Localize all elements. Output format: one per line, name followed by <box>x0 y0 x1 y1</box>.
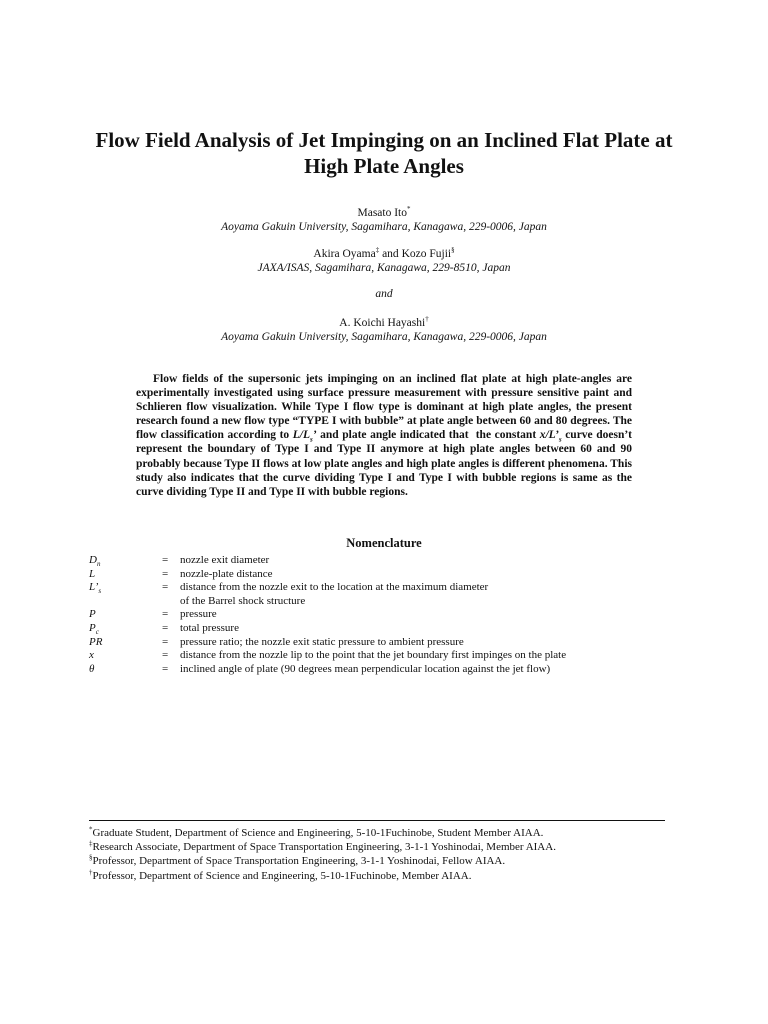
symbol-sub: c <box>95 628 99 637</box>
author-affiliation: Aoyama Gakuin University, Sagamihara, Kanagawa, 229-0006, Japan <box>221 331 547 343</box>
symbol-text: D <box>89 554 97 566</box>
nomenclature-row <box>89 663 649 677</box>
author-block-1 <box>90 206 678 234</box>
nomenclature-symbol <box>89 636 162 650</box>
nomenclature-symbol <box>89 568 162 582</box>
nomenclature-definition <box>180 608 649 622</box>
nomenclature-row <box>89 608 649 622</box>
author-block-2 <box>90 247 678 275</box>
definition-text: distance from the nozzle exit to the location at the maximum diameter <box>180 581 489 594</box>
footnote-mark: * <box>89 825 93 834</box>
definition-text: nozzle exit diameter <box>180 554 270 566</box>
footnote-mark: † <box>89 867 93 876</box>
nomenclature-equals: = <box>162 621 169 634</box>
nomenclature-row <box>89 649 649 663</box>
nomenclature-symbol <box>89 663 162 677</box>
footnote-text: Professor, Department of Space Transportation Engineering, 3-1-1 Yoshinodai, Fellow AIAA. <box>92 855 506 868</box>
author-name-text: A. Koichi Hayashi <box>339 317 426 329</box>
symbol-sub: s <box>98 587 102 596</box>
paper-title: Flow Field Analysis of Jet Impinging on an Inclined Flat Plate at High Plate Angles <box>95 128 673 178</box>
nomenclature-definition <box>180 581 649 608</box>
nomenclature-body <box>89 554 649 676</box>
nomenclature-symbol <box>89 581 162 608</box>
nomenclature-symbol <box>89 554 162 568</box>
nomenclature-symbol <box>89 649 162 663</box>
definition-continuation: of the Barrel shock structure <box>180 594 306 607</box>
definition-text: pressure <box>180 608 217 621</box>
definition-text: pressure ratio; the nozzle exit static pressure to ambient pressure <box>180 635 464 648</box>
author-names <box>90 247 678 261</box>
nomenclature-equals: = <box>162 581 169 594</box>
footnote-mark: § <box>89 853 93 862</box>
author-name-text: Masato Ito <box>357 207 407 219</box>
nomenclature-equals: = <box>162 567 169 580</box>
nomenclature-row <box>89 636 649 650</box>
symbol-sub: n <box>96 560 101 569</box>
nomenclature-definition <box>180 568 649 582</box>
author-name-text: Kozo Fujii <box>401 248 452 260</box>
symbol-text: L’ <box>89 581 99 594</box>
definition-text: distance from the nozzle lip to the point that the jet boundary first impinges on the plate <box>180 649 567 662</box>
abstract-symbol-sub: s <box>309 435 313 444</box>
nomenclature-equals: = <box>162 649 169 662</box>
author-affiliation: Aoyama Gakuin University, Sagamihara, Kanagawa, 229-0006, Japan <box>221 221 547 233</box>
author-mark: ‡ <box>375 246 380 255</box>
footnote-text: Professor, Department of Science and Engineering, 5-10-1Fuchinobe, Member AIAA. <box>92 869 472 882</box>
definition-text: inclined angle of plate (90 degrees mean perpendicular location against the jet flow) <box>180 662 551 675</box>
author-name-text: Akira Oyama <box>313 248 376 260</box>
nomenclature-heading: Nomenclature <box>346 536 422 550</box>
abstract-text: curve doesn’t represent the boundary of Type I and Type II anymore at high plate angles between 60 and 90 probably because Type II flows at low plate angles and high plate angles is different phenomena. This study also indicates that the curve dividing Type I and Type I with bubble regions is same as the curve dividing Type II and Type II with bubble regions. <box>136 429 632 498</box>
abstract-text: and plate angle indicated that the constant <box>316 429 540 442</box>
definition-text: nozzle-plate distance <box>180 567 273 580</box>
abstract <box>136 372 632 499</box>
abstract-symbol <box>539 429 562 444</box>
abstract-symbol-tail: ’ <box>312 429 317 442</box>
footnote-divider <box>89 820 665 821</box>
author-joiner: and <box>379 248 402 260</box>
nomenclature-equals: = <box>162 608 169 621</box>
symbol-text: P <box>89 621 96 634</box>
footnote <box>89 840 665 854</box>
nomenclature-definition <box>180 622 649 636</box>
nomenclature-definition <box>180 554 649 568</box>
nomenclature-symbol <box>89 608 162 622</box>
nomenclature-table <box>89 554 649 676</box>
footnotes <box>89 826 665 883</box>
author-name <box>90 206 678 220</box>
footnote-mark: ‡ <box>89 839 93 848</box>
symbol-text: L <box>89 567 96 580</box>
nomenclature-row <box>89 554 649 568</box>
nomenclature-symbol <box>89 622 162 636</box>
symbol-text: x <box>89 649 94 662</box>
author-affiliation: JAXA/ISAS, Sagamihara, Kanagawa, 229-8510, Japan <box>257 262 511 274</box>
footnote <box>89 854 665 868</box>
abstract-symbol <box>292 429 317 444</box>
symbol-text: θ <box>89 662 95 675</box>
abstract-symbol-text: L/L <box>292 429 310 442</box>
abstract-text: Flow fields of the supersonic jets impinging on an inclined flat plate at high plate-angles are experimentally investigated using surface pressure measurement with pressure sensitive paint and Schlieren flow visualization. While Type I flow type is dominant at high plate angles, the present research found a new flow type “TYPE I with bubble” at plate angle between 60 and 80 degrees. The flow classification according to <box>136 373 632 442</box>
nomenclature-row <box>89 568 649 582</box>
footnote-text: Research Associate, Department of Space Transportation Engineering, 3-1-1 Yoshinodai, Member AIAA. <box>92 841 556 854</box>
nomenclature-equals: = <box>162 554 169 566</box>
nomenclature-row <box>89 622 649 636</box>
footnote <box>89 826 665 840</box>
footnote-text: Graduate Student, Department of Science and Engineering, 5-10-1Fuchinobe, Student Member AIAA. <box>92 827 544 839</box>
footnote <box>89 869 665 883</box>
author-name <box>90 316 678 330</box>
definition-text: total pressure <box>180 621 239 634</box>
nomenclature-definition <box>180 649 649 663</box>
abstract-symbol-text: x/L’ <box>539 429 559 442</box>
nomenclature-equals: = <box>162 635 169 648</box>
abstract-symbol-sub: s <box>558 435 562 444</box>
nomenclature-equals: = <box>162 662 169 675</box>
author-mark: † <box>425 315 429 324</box>
author-mark: § <box>451 246 455 255</box>
nomenclature-definition <box>180 663 649 677</box>
and-separator: and <box>375 288 393 300</box>
author-mark: * <box>407 205 411 214</box>
author-block-3 <box>90 316 678 344</box>
nomenclature-row <box>89 581 649 608</box>
symbol-text: PR <box>89 635 103 648</box>
symbol-text: P <box>89 608 96 621</box>
nomenclature-definition <box>180 636 649 650</box>
